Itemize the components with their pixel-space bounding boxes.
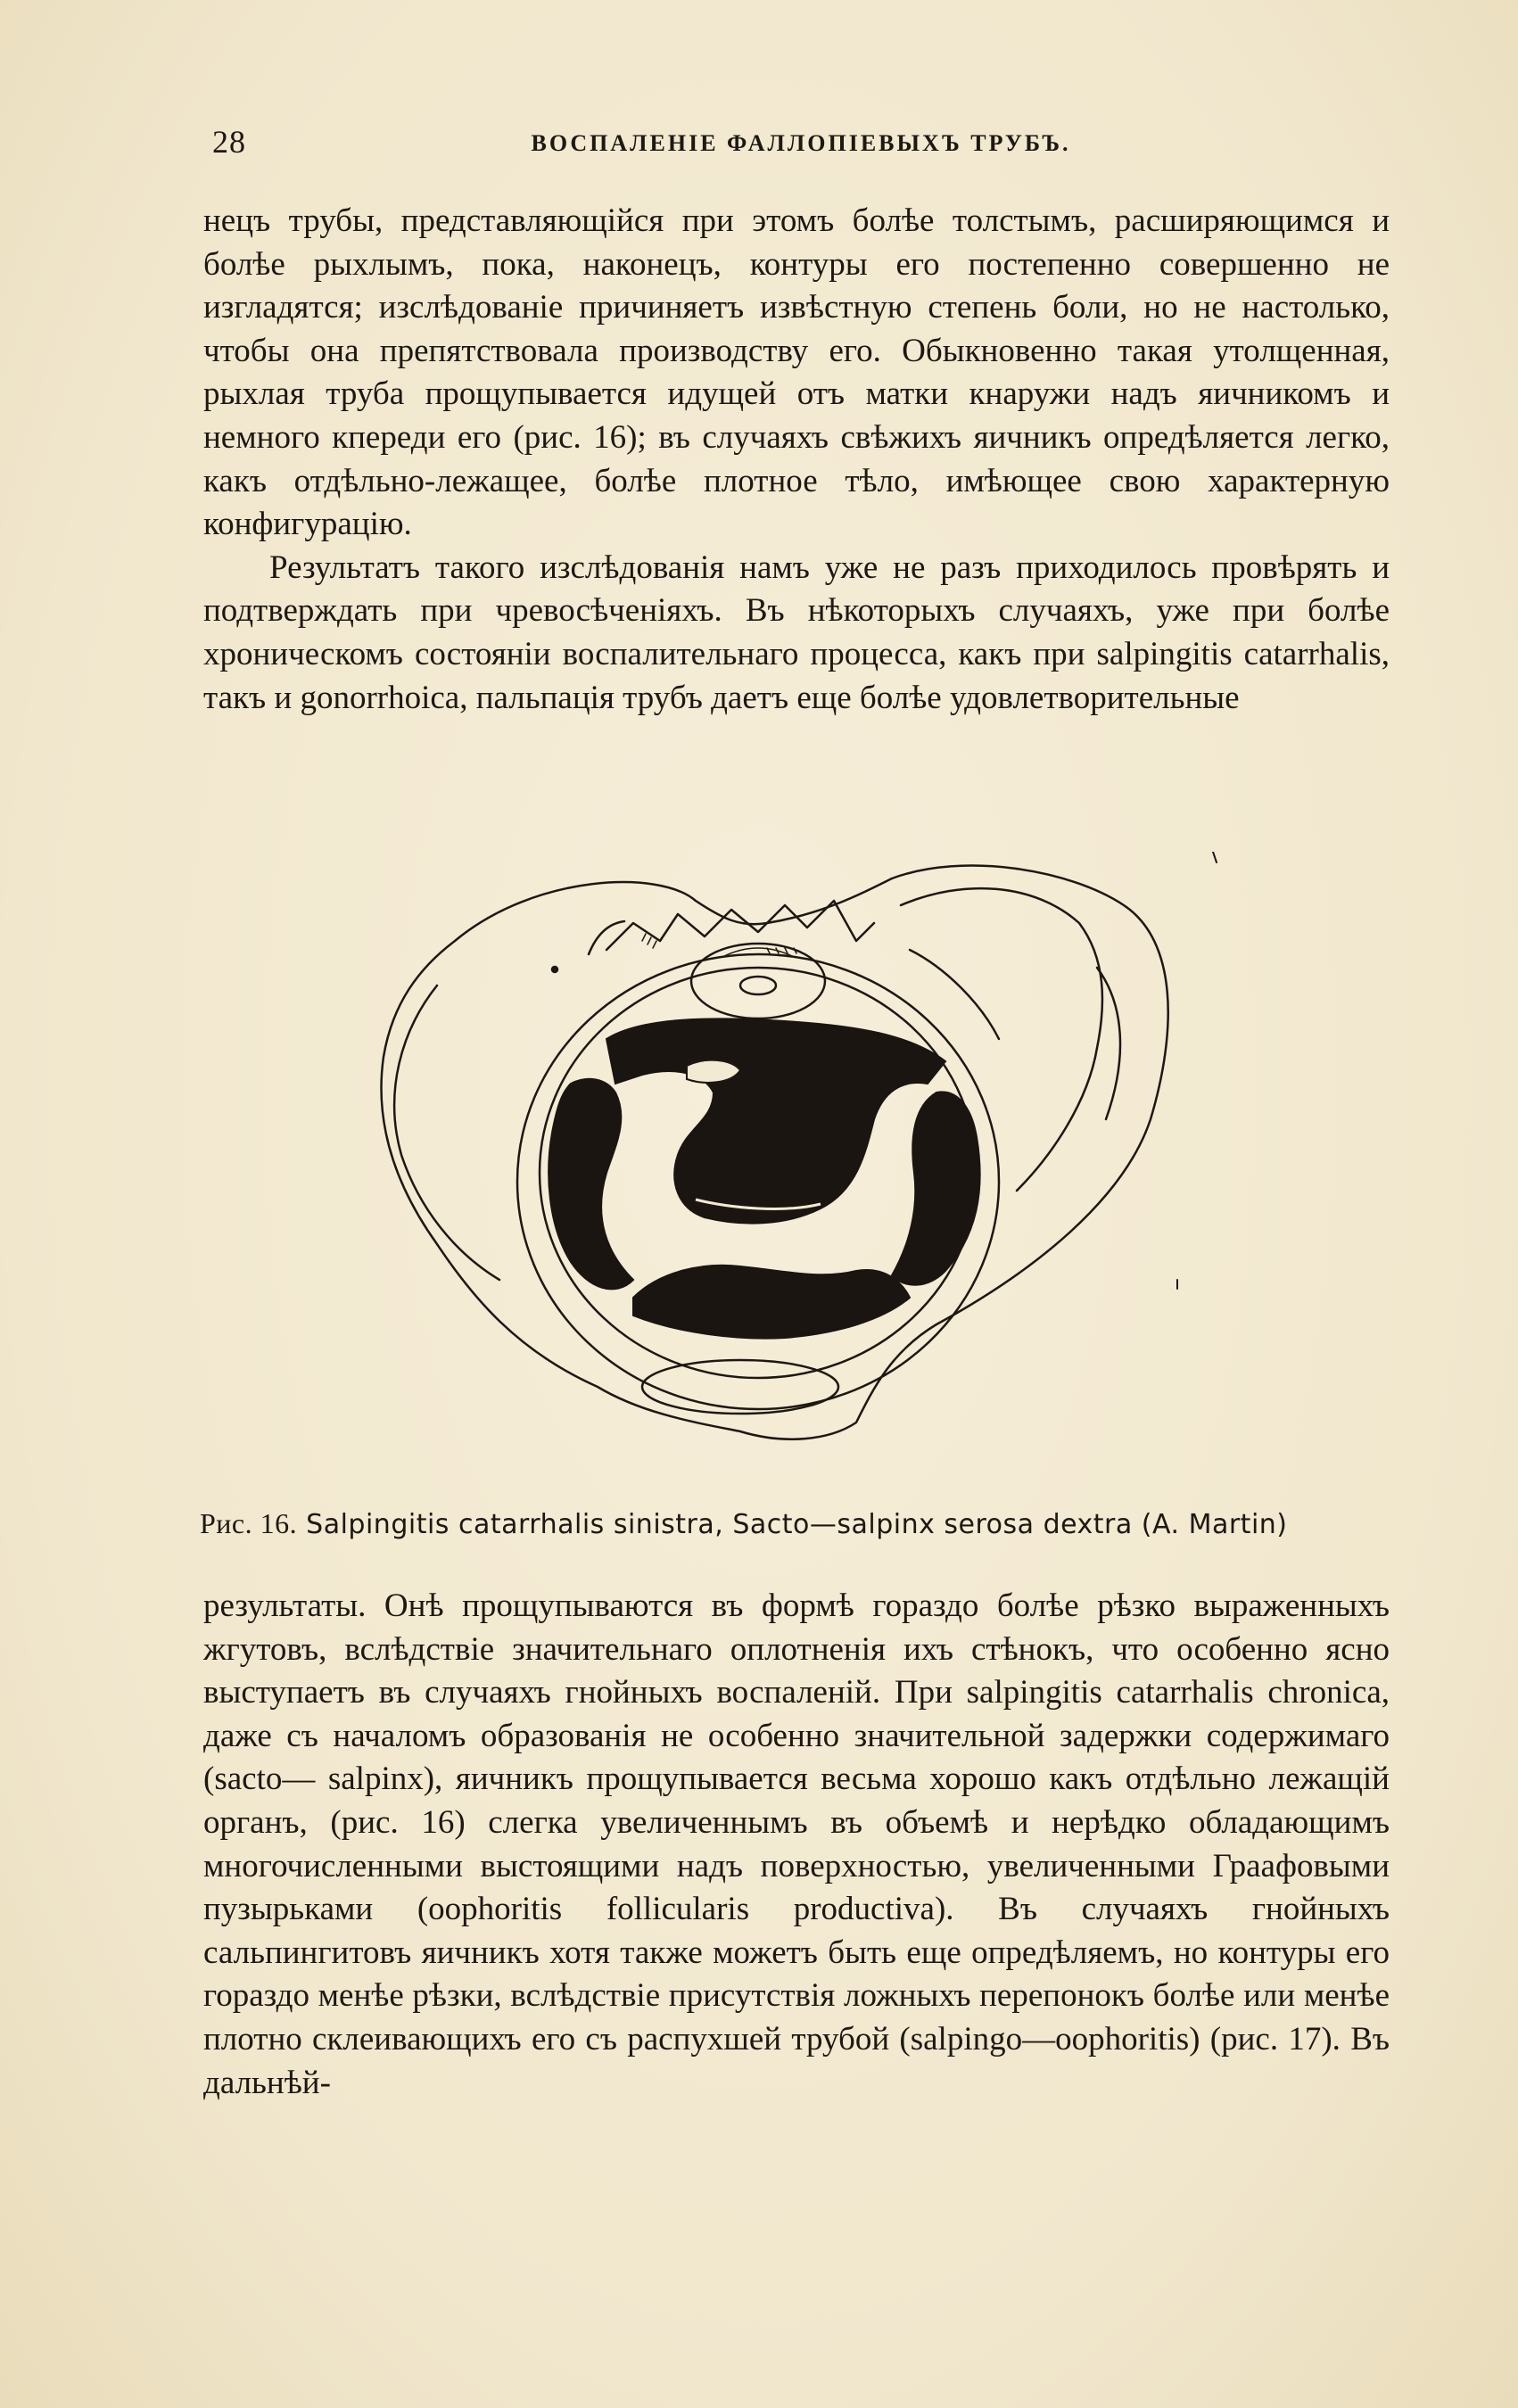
running-title: ВОСПАЛЕНІЕ ФАЛЛОПІЕВЫХЪ ТРУБЪ. [531, 130, 1071, 156]
pelvic-cross-section-icon [321, 852, 1249, 1476]
left-tube-contour [394, 985, 499, 1280]
bottom-ellipse [642, 1360, 838, 1414]
paragraph: результаты. Онѣ прощупываются въ формѣ гораздо болѣе рѣзко выраженныхъ жгутовъ, вслѣдствіе значительнаго оплотненія ихъ стѣнокъ, что особенно ясно выступаетъ въ случаяхъ гнойныхъ воспаленій. При salpingitis catarrhalis chronica, даже съ началомъ образованія не особенно значительной задержки содержимаго (sacto— salpinx), яичникъ прощупывается весьма хорошо какъ отдѣльно лежащій органъ, (рис. 16) слегка увеличеннымъ въ объемѣ и нерѣдко обладающимъ многочисленными выстоящими надъ поверхностью, увеличенными Граафовыми пузырьками (oophoritis follicularis productiva). Въ случаяхъ гнойныхъ сальпингитовъ яичникъ хотя также можетъ быть еще опредѣляемъ, но контуры его гораздо менѣе рѣзки, вслѣдствіе присутствія ложныхъ перепонокъ болѣе или менѣе плотно склеивающихъ его съ распухшей трубой (salpingo—oophoritis) (рис. 17). Въ дальнѣй- [203, 1587, 1390, 2101]
lower-band [633, 1266, 910, 1339]
text-block-bottom [203, 1585, 1390, 2105]
figure-16 [321, 852, 1249, 1476]
figure-label: Рис. 16. [200, 1507, 298, 1539]
ovary-zigzag [606, 901, 874, 950]
text-block-top [203, 200, 1390, 720]
right-tube-section [892, 1092, 980, 1284]
paragraph: нецъ трубы, представляющійся при этомъ болѣе толстымъ, расширяющимся и болѣе рыхлымъ, пока, наконецъ, контуры его постепенно совершенно не изгладятся; изслѣдованіе причиняетъ извѣстную степень боли, но не настолько, чтобы она препятствовала производству его. Обыкновенно такая утолщенная, рыхлая труба прощупывается идущей отъ матки кнаружи надъ яичникомъ и немного кпереди его (рис. 16); въ случаяхъ свѣжихъ яичникъ опредѣляется легко, какъ отдѣльно-лежащее, болѣе плотное тѣло, имѣющее свою характерную конфигурацію. [203, 202, 1390, 543]
page-number: 28 [212, 124, 246, 160]
left-tube-section [549, 1079, 633, 1290]
page-header [212, 123, 1390, 177]
paragraph: Результатъ такого изслѣдованія намъ уже не разъ приходилось провѣрять и подтверждать при чревосѣченіяхъ. Въ нѣкоторыхъ случаяхъ, уже при болѣе хроническомъ состояніи воспалительнаго процесса, какъ при salpingitis catarrhalis, такъ и gonorrhoica, пальпація трубъ даетъ еще болѣе удовлетворительные [203, 548, 1390, 716]
figure-caption-text: Salpingitis catarrhalis sinistra, Sacto—salpinx serosa dextra (A. Martin) [306, 1509, 1288, 1540]
figure-caption [200, 1507, 1395, 1540]
uterus-body [606, 1018, 945, 1223]
